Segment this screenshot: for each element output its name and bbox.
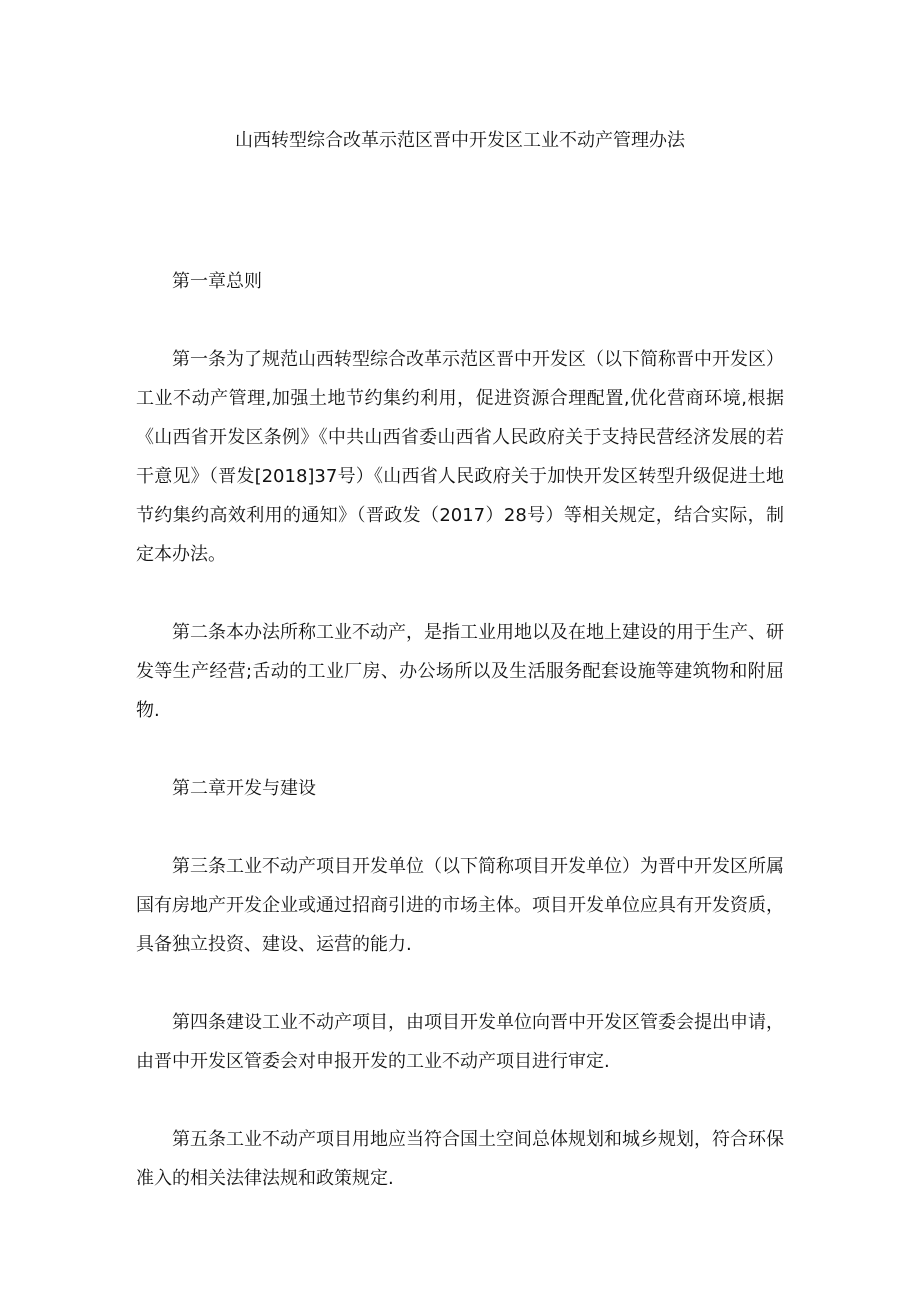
paragraph-gap — [136, 808, 784, 847]
chapter-2-heading: 第二章开发与建设 — [172, 778, 316, 799]
article-1: 第一条为了规范山西转型综合改革示范区晋中开发区（以下简称晋中开发区）工业不动产管理,加强土地节约集约利用，促进资源合理配置,优化营商环境,根据《山西省开发区条例》《中共山西省委山西省人民政府关于支持民营经济发展的若干意见》（晋发[2018]37号）《山西省人民政府关于加快开发区转型升级促进土地节约集约高效利用的通知》（晋政发（2017）28号）等相关规定，结合实际，制定本办法。 — [136, 349, 784, 565]
article-3: 第三条工业不动产项目开发单位（以下简称项目开发单位）为晋中开发区所属国有房地产开发企业或通过招商引进的市场主体。项目开发单位应具有开发资质，具备独立投资、建设、运营的能力. — [136, 856, 784, 955]
document-title: 山西转型综合改革示范区晋中开发区工业不动产管理办法 — [235, 130, 685, 151]
paragraph-gap — [136, 964, 784, 1003]
paragraph-gap — [136, 574, 784, 613]
article-5: 第五条工业不动产项目用地应当符合国土空间总体规划和城乡规划，符合环保准入的相关法律法规和政策规定. — [136, 1129, 784, 1189]
paragraph-gap — [136, 730, 784, 769]
paragraph-gap — [136, 301, 784, 340]
article-2: 第二条本办法所称工业不动产，是指工业用地以及在地上建设的用于生产、研发等生产经营;舌动的工业厂房、办公场所以及生活服务配套设施等建筑物和附屈物. — [136, 622, 784, 721]
chapter-1-heading: 第一章总则 — [172, 271, 262, 292]
article-4: 第四条建设工业不动产项目，由项目开发单位向晋中开发区管委会提出申请，由晋中开发区管委会对申报开发的工业不动产项目进行审定. — [136, 1012, 784, 1072]
paragraph-gap — [136, 1081, 784, 1120]
document-body — [136, 262, 784, 1198]
